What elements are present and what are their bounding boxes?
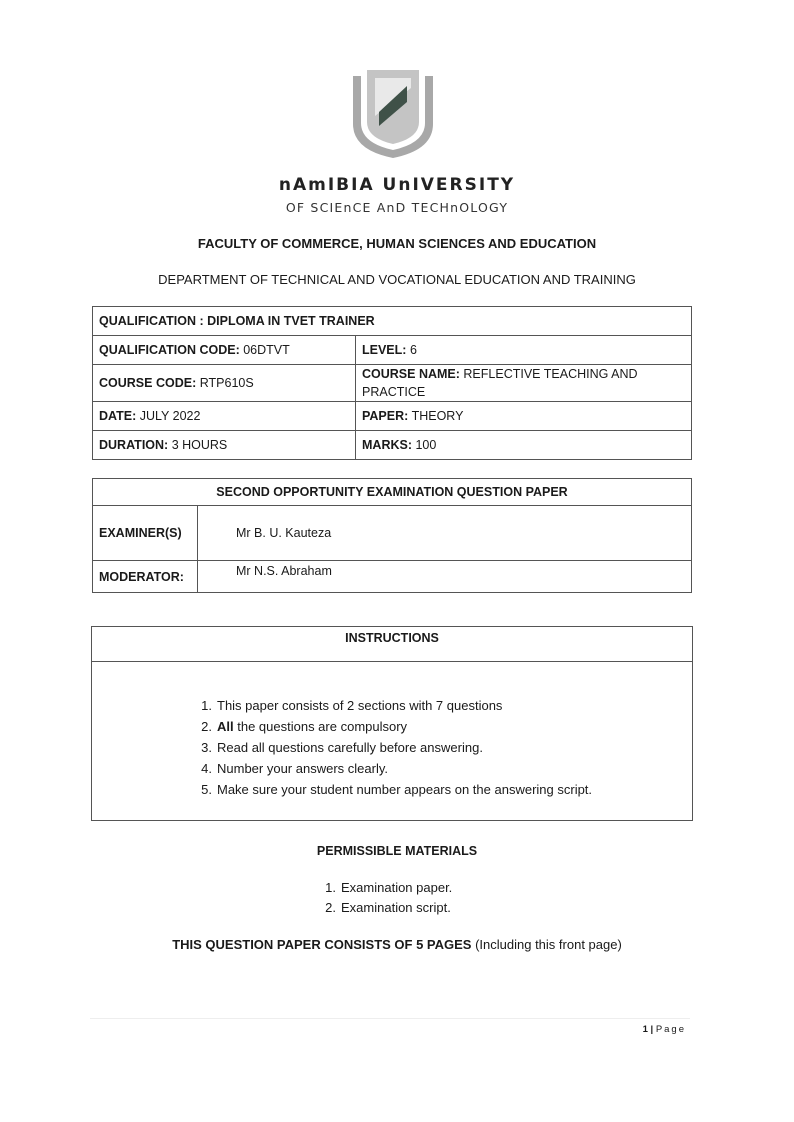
qualification-code-value: 06DTVT [243,343,290,357]
examiner-value: Mr B. U. Kauteza [198,506,692,561]
paper-value: THEORY [411,409,464,423]
marks-cell [356,431,692,460]
page-count-bold: THIS QUESTION PAPER CONSISTS OF 5 PAGES [172,937,472,952]
list-item: 4. Number your answers clearly. [201,761,388,776]
duration-cell [93,431,356,460]
page-footer [643,1024,686,1035]
moderator-value: Mr N.S. Abraham [198,561,692,593]
list-item: 3. Read all questions carefully before answering. [201,740,483,755]
list-item: 1. This paper consists of 2 sections with 7 questions [201,698,503,713]
course-name-value: REFLECTIVE TEACHING AND PRACTICE [362,367,638,399]
qualification-value: DIPLOMA IN TVET TRAINER [207,314,375,328]
permissible-materials-title: PERMISSIBLE MATERIALS [316,844,478,858]
duration-value: 3 HOURS [171,438,228,452]
course-code-cell [93,365,356,402]
qualification-table [92,306,692,460]
marks-label: MARKS: [362,438,412,452]
permissible-materials-list [316,878,452,918]
list-item: 5. Make sure your student number appears on the answering script. [201,782,593,797]
nust-shield-logo-icon [349,66,437,160]
instructions-title: INSTRUCTIONS [92,627,692,662]
department-title: DEPARTMENT OF TECHNICAL AND VOCATIONAL EDUCATION AND TRAINING [158,272,636,287]
marks-value: 100 [415,438,437,452]
faculty-title: FACULTY OF COMMERCE, HUMAN SCIENCES AND EDUCATION [197,236,597,251]
paper-label: PAPER: [362,409,409,423]
list-item: 2. Examination script. [325,900,451,915]
examination-table [92,478,692,593]
examiner-label: EXAMINER(S) [93,506,198,561]
university-name: nAmIBIA UnIVERSITY [278,175,516,195]
course-code-value: RTP610S [199,376,254,390]
qualification-code-cell [93,336,356,365]
list-item: 1. Examination paper. [325,880,453,895]
course-name-label: COURSE NAME: [362,367,460,381]
page-count-note [0,937,794,952]
qualification-label: QUALIFICATION : [99,314,204,328]
footer-divider [90,1018,690,1019]
course-name-cell [356,365,692,402]
paper-cell [356,402,692,431]
page-number: 1 [642,1024,648,1035]
level-cell [356,336,692,365]
qualification-code-label: QUALIFICATION CODE: [99,343,240,357]
course-code-label: COURSE CODE: [99,376,197,390]
date-value: JULY 2022 [139,409,201,423]
university-subtitle: OF SCIEnCE AnD TECHnOLOGY [285,200,509,215]
level-value: 6 [409,343,417,357]
instructions-list [182,695,592,800]
page-count-normal: (Including this front page) [471,937,622,952]
duration-label: DURATION: [99,438,169,452]
date-cell [93,402,356,431]
footer-separator: | [650,1024,654,1035]
instructions-box [91,626,693,821]
level-label: LEVEL: [362,343,407,357]
moderator-label: MODERATOR: [93,561,198,593]
date-label: DATE: [99,409,137,423]
qualification-cell [93,307,692,336]
examination-paper-title: SECOND OPPORTUNITY EXAMINATION QUESTION PAPER [93,479,692,506]
page-word: Page [655,1024,686,1035]
list-item: 2. All the questions are compulsory [201,719,408,734]
